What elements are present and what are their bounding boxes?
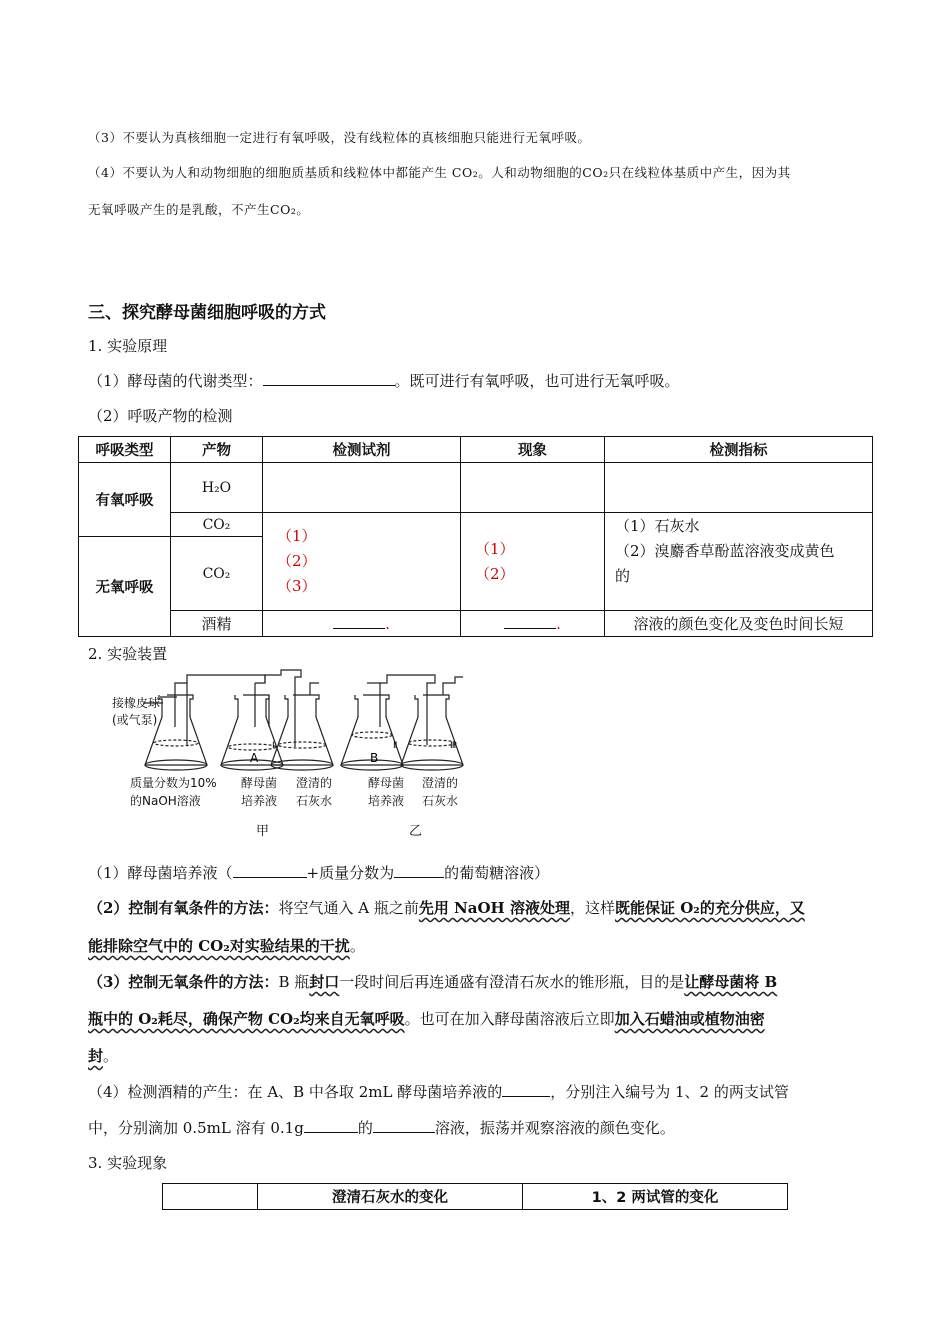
label-lime-a-2: 石灰水 [296, 794, 333, 808]
label-yeast-a-1: 酵母菌 [241, 776, 278, 790]
item-4-b: ，分别注入编号为 1、2 的两支试管 [550, 1083, 789, 1101]
header-phenomenon: 现象 [461, 437, 605, 463]
item-2-a: （2）控制有氧条件的方法： [88, 899, 279, 917]
blank [394, 876, 444, 878]
index-co2-2: （2）溴麝香草酚蓝溶液变成黄色 [615, 542, 835, 560]
header-product: 产物 [171, 437, 263, 463]
principle-heading: 1. 实验原理 [88, 337, 168, 355]
item-2-b: 将空气通入 A 瓶之前 [278, 899, 419, 917]
cell-empty [605, 463, 873, 513]
header-resp-type: 呼吸类型 [79, 437, 171, 463]
item-3-f: 瓶中的 O₂耗尽，确保产物 CO₂均来自无氧呼吸 [88, 1010, 405, 1028]
label-lime-b-2: 石灰水 [422, 794, 459, 808]
reagent-num-3: （3） [277, 577, 317, 595]
index-alcohol: 溶液的颜色变化及变色时间长短 [605, 611, 873, 637]
section-title: 三、探究酵母菌细胞呼吸的方式 [88, 303, 326, 323]
index-co2-3: 的 [615, 567, 631, 585]
label-naoh [130, 774, 217, 810]
note-4-line2: 无氧呼吸产生的是乳酸，不产生CO₂。 [88, 202, 310, 217]
label-bulb [112, 695, 160, 729]
roman-1: Ⅰ [272, 741, 275, 751]
label-bulb-2: (或气泵) [112, 713, 158, 727]
principle-item-1-suffix: 。既可进行有氧呼吸，也可进行无氧呼吸。 [394, 372, 680, 390]
phenomena-header-lime: 澄清石灰水的变化 [258, 1184, 523, 1210]
item-2-g: 。 [349, 937, 365, 955]
reagent-blanks [263, 513, 461, 611]
item-4-a: （4）检测酒精的产生：在 A、B 中各取 2mL 酵母菌培养液的 [88, 1083, 503, 1101]
phenomena-header-tubes: 1、2 两试管的变化 [523, 1184, 788, 1210]
blank [504, 627, 556, 629]
blank [304, 1131, 358, 1133]
alcohol-phenom-blank [461, 611, 605, 637]
cell-empty [461, 463, 605, 513]
note-4-line1: （4）不要认为人和动物细胞的细胞质基质和线粒体中都能产生 CO₂。人和动物细胞的CO₂只在线粒体基质中产生，因为其 [88, 165, 791, 180]
item-4-line1 [88, 1081, 789, 1102]
item-2-d: ，这样 [569, 899, 615, 917]
item-3-a: （3）控制无氧条件的方法： [88, 973, 279, 991]
item-3-e: 让酵母菌将 B [684, 973, 778, 991]
alcohol-reagent-blank [263, 611, 461, 637]
phenomena-heading: 3. 实验现象 [88, 1154, 168, 1172]
item-4-e: 溶液，振荡并观察溶液的颜色变化。 [434, 1119, 675, 1137]
label-lime-a-1: 澄清的 [296, 776, 333, 790]
principle-item-1-prefix: （1）酵母菌的代谢类型： [88, 372, 263, 390]
item-4-line2 [88, 1117, 675, 1138]
label-naoh-1: 质量分数为10% [130, 776, 217, 790]
phenomena-header-blank [163, 1184, 258, 1210]
label-naoh-2: 的NaOH溶液 [130, 794, 201, 808]
group-yi: 乙 [409, 824, 423, 839]
apparatus-diagram [105, 665, 485, 845]
phenomenon-blanks [461, 513, 605, 611]
label-yeast-b-1: 酵母菌 [368, 776, 405, 790]
product-co2-aerobic: CO₂ [171, 513, 263, 537]
item-2-c: 先用 NaOH 溶液处理 [418, 899, 570, 917]
cell-empty [263, 463, 461, 513]
label-yeast-a-2: 培养液 [241, 794, 278, 808]
blank [333, 627, 385, 629]
item-3-g: 。也可在加入酵母菌溶液后立即 [404, 1010, 615, 1028]
item-1-b: +质量分数为 [306, 864, 395, 882]
item-1-a: （1）酵母菌培养液（ [88, 864, 233, 882]
phenom-num-1: （1） [475, 539, 515, 558]
index-co2 [605, 513, 873, 611]
label-lime-a [296, 774, 332, 810]
header-index: 检测指标 [605, 437, 873, 463]
product-co2-anaerobic: CO₂ [171, 537, 263, 611]
blank [263, 384, 395, 386]
blank [373, 1131, 435, 1133]
note-3: （3）不要认为真核细胞一定进行有氧呼吸，没有线粒体的真核细胞只能进行无氧呼吸。 [88, 130, 591, 145]
label-bulb-1: 接橡皮球 [112, 696, 161, 710]
alcohol-dot-1: . [385, 614, 390, 633]
roman-2: Ⅱ [393, 741, 398, 751]
item-3-line2 [88, 1008, 765, 1029]
group-jia: 甲 [256, 824, 270, 839]
item-2-f: 能排除空气中的 CO₂对实验结果的干扰 [88, 937, 350, 955]
item-3-b: B 瓶 [278, 973, 310, 991]
apparatus-heading: 2. 实验装置 [88, 645, 168, 663]
header-reagent: 检测试剂 [263, 437, 461, 463]
anaerobic-label: 无氧呼吸 [79, 537, 171, 637]
label-lime-b-1: 澄清的 [422, 776, 459, 790]
label-yeast-a [241, 774, 277, 810]
roman-3: Ⅲ [450, 741, 457, 751]
product-alcohol: 酒精 [171, 611, 263, 637]
item-3-h: 加入石蜡油或植物油密 [614, 1010, 765, 1028]
item-2-line2 [88, 935, 365, 956]
reagent-num-2: （2） [277, 552, 317, 570]
label-yeast-b [368, 774, 404, 810]
principle-item-1 [88, 370, 680, 391]
item-4-d: 的 [357, 1119, 373, 1137]
item-4-c: 中，分别滴加 0.5mL 溶有 0.1g [88, 1119, 304, 1137]
label-yeast-b-2: 培养液 [368, 794, 405, 808]
index-co2-1: （1）石灰水 [615, 517, 700, 535]
reagent-num-1: （1） [277, 527, 317, 545]
product-h2o: H₂O [171, 463, 263, 513]
item-1-c: 的葡萄糖溶液） [444, 864, 550, 882]
item-1 [88, 862, 549, 883]
aerobic-label: 有氧呼吸 [79, 463, 171, 537]
item-2-line1 [88, 897, 805, 918]
label-lime-b [422, 774, 458, 810]
blank [502, 1095, 550, 1097]
item-3-d: 一段时间后再连通盛有澄清石灰水的锥形瓶，目的是 [339, 973, 685, 991]
item-3-i: 封 [88, 1047, 104, 1065]
detection-table [78, 436, 873, 637]
flask-b-label: B [370, 751, 379, 765]
item-2-e: 既能保证 O₂的充分供应，又 [614, 899, 805, 917]
item-3-j: 。 [103, 1047, 119, 1065]
phenomena-table [162, 1183, 788, 1210]
alcohol-dot-2: . [556, 614, 561, 633]
item-3-line1 [88, 971, 777, 992]
item-3-c: 封口 [309, 973, 340, 991]
flask-a-label: A [250, 751, 259, 765]
blank [233, 876, 307, 878]
principle-item-2: （2）呼吸产物的检测 [88, 407, 233, 425]
phenom-num-2: （2） [475, 564, 515, 583]
item-3-line3 [88, 1045, 118, 1066]
